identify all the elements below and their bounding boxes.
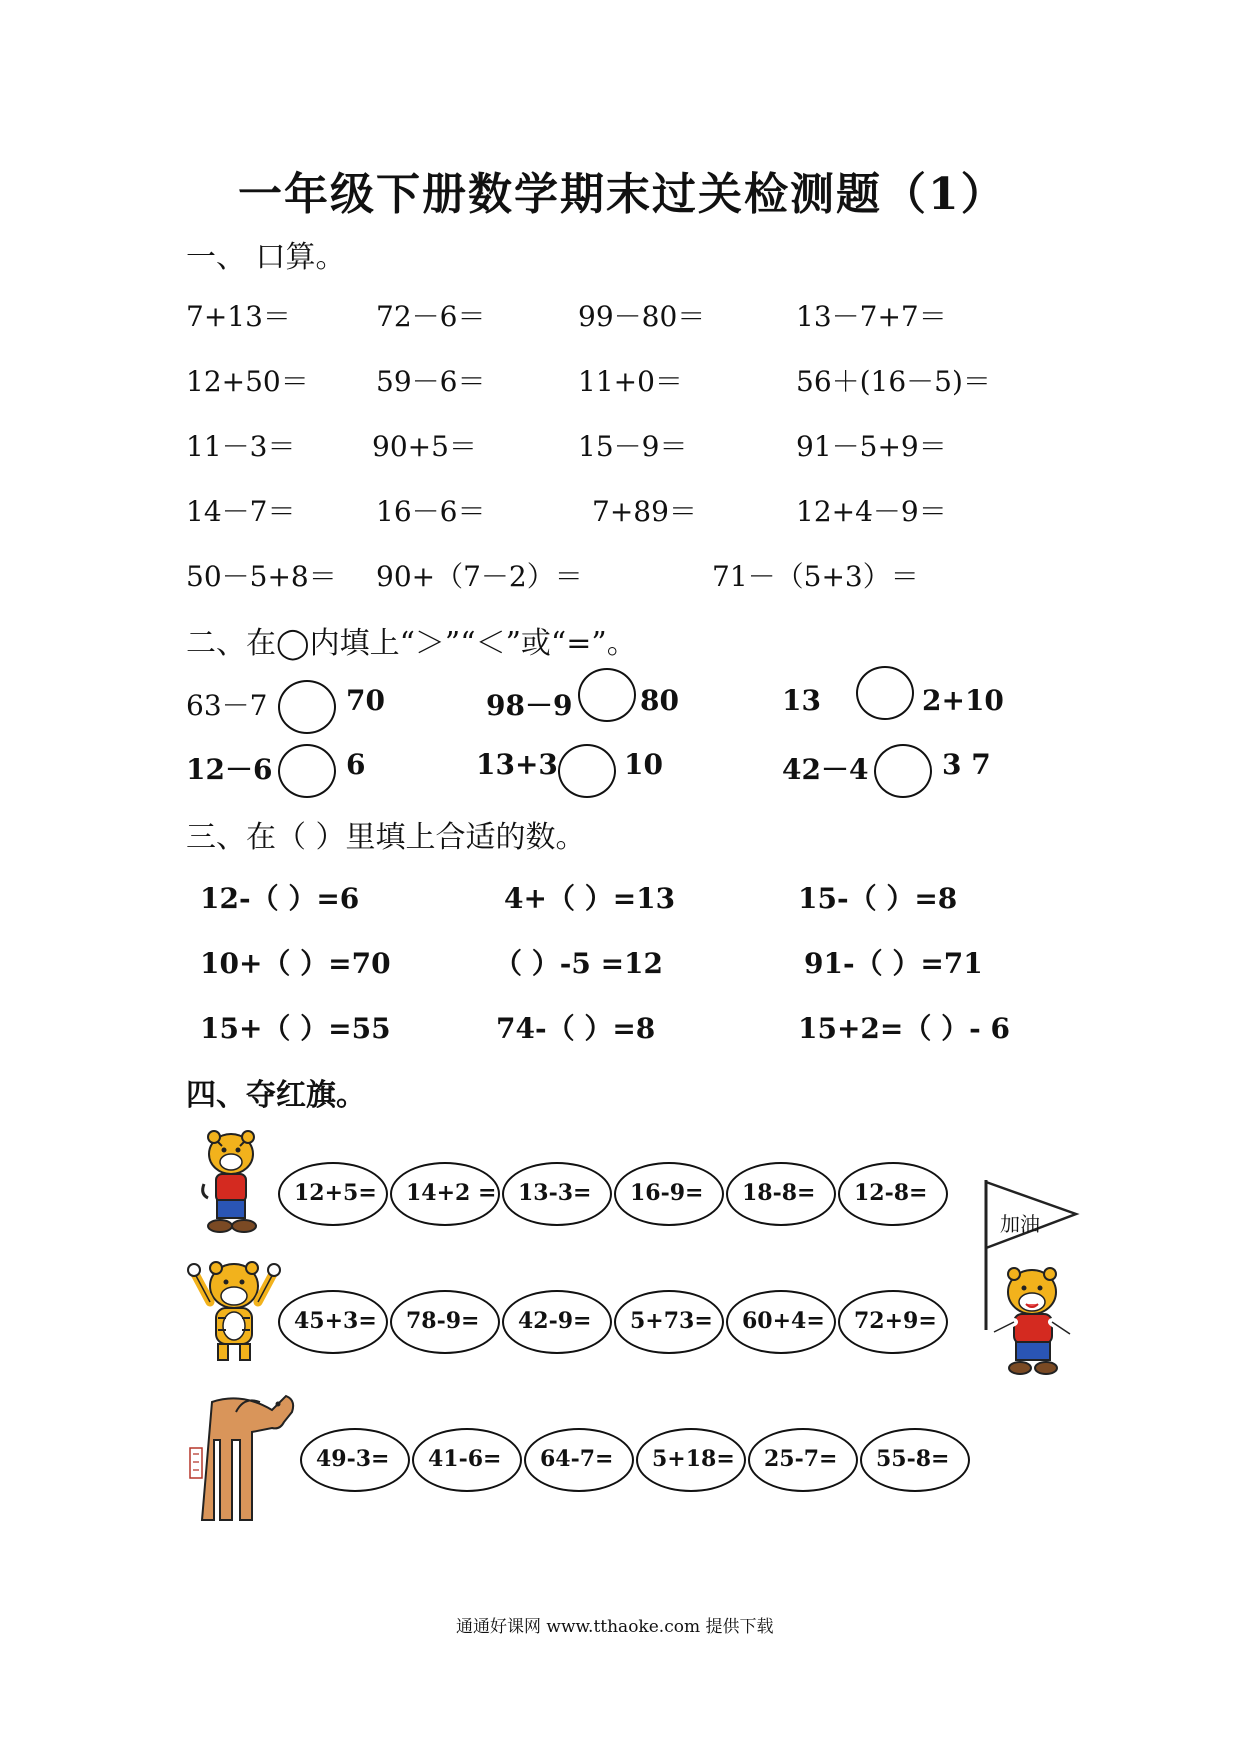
answer-oval[interactable] [614, 1162, 724, 1226]
oral-problem: 12+4－9＝ [796, 495, 947, 528]
answer-oval[interactable] [278, 1162, 388, 1226]
compare-left: 12－6 [186, 753, 273, 786]
answer-oval[interactable] [502, 1290, 612, 1354]
oval-problem: 16-9= [630, 1180, 704, 1206]
answer-oval[interactable] [614, 1290, 724, 1354]
oval-problem: 5+73= [630, 1308, 713, 1334]
compare-left: 13 [782, 684, 821, 717]
compare-left: 63－7 [186, 689, 268, 722]
compare-right: 70 [346, 684, 385, 717]
section-2-heading: 二、在◯内填上“＞”“＜”或“=”。 [186, 626, 637, 661]
answer-oval[interactable] [838, 1290, 948, 1354]
fill-blank-problem: （ ）-5 =12 [494, 947, 664, 980]
answer-oval[interactable] [748, 1428, 858, 1492]
oral-problem: 7+89＝ [592, 495, 697, 528]
compare-right: 2+10 [922, 684, 1004, 717]
oral-problem: 11－3＝ [186, 430, 296, 463]
compare-right: 6 [346, 748, 366, 781]
oval-problem: 18-8= [742, 1180, 816, 1206]
compare-right: 80 [640, 684, 679, 717]
oval-problem: 25-7= [764, 1446, 838, 1472]
fill-blank-problem: 15-（ ）=8 [798, 882, 958, 915]
oval-problem: 78-9= [406, 1308, 480, 1334]
fill-blank-problem: 10+（ ）=70 [200, 947, 391, 980]
oval-problem: 13-3= [518, 1180, 592, 1206]
answer-oval[interactable] [726, 1290, 836, 1354]
oral-problem: 90+5＝ [372, 430, 477, 463]
oval-problem: 72+9= [854, 1308, 937, 1334]
tiger-waving-icon [986, 1262, 1076, 1382]
oral-problem: 7+13＝ [186, 300, 291, 333]
tiger-cheering-icon [186, 1256, 282, 1364]
oral-problem: 91－5+9＝ [796, 430, 947, 463]
oral-problem: 15－9＝ [578, 430, 688, 463]
fill-blank-problem: 15+（ ）=55 [200, 1012, 391, 1045]
oval-problem: 64-7= [540, 1446, 614, 1472]
oval-problem: 42-9= [518, 1308, 592, 1334]
answer-oval[interactable] [524, 1428, 634, 1492]
compare-left: 98－9 [486, 689, 573, 722]
oral-problem: 50－5+8＝ [186, 560, 337, 593]
compare-left: 13+3 [476, 748, 558, 781]
compare-circle[interactable] [278, 680, 336, 734]
answer-oval[interactable] [412, 1428, 522, 1492]
answer-oval[interactable] [300, 1428, 410, 1492]
fill-blank-problem: 12-（ ）=6 [200, 882, 360, 915]
oval-problem: 12-8= [854, 1180, 928, 1206]
fill-blank-problem: 4+（ ）=13 [504, 882, 676, 915]
oral-problem: 99－80＝ [578, 300, 706, 333]
oral-problem: 11+0＝ [578, 365, 683, 398]
compare-circle[interactable] [278, 744, 336, 798]
flag-label: 加油 [1000, 1212, 1040, 1236]
oval-problem: 60+4= [742, 1308, 825, 1334]
answer-oval[interactable] [636, 1428, 746, 1492]
oral-problem: 13－7+7＝ [796, 300, 947, 333]
compare-circle[interactable] [558, 744, 616, 798]
oral-problem: 72－6＝ [376, 300, 486, 333]
oval-problem: 55-8= [876, 1446, 950, 1472]
answer-oval[interactable] [278, 1290, 388, 1354]
fill-blank-problem: 74-（ ）=8 [496, 1012, 656, 1045]
tiger-mascot-icon [196, 1128, 266, 1236]
answer-oval[interactable] [838, 1162, 948, 1226]
answer-oval[interactable] [726, 1162, 836, 1226]
oral-problem: 71－（5+3）＝ [712, 560, 919, 593]
oval-problem: 12+5= [294, 1180, 377, 1206]
oval-problem: 45+3= [294, 1308, 377, 1334]
compare-circle[interactable] [578, 668, 636, 722]
compare-circle[interactable] [874, 744, 932, 798]
answer-oval[interactable] [390, 1290, 500, 1354]
answer-oval[interactable] [502, 1162, 612, 1226]
compare-right: 10 [624, 748, 663, 781]
oral-problem: 16－6＝ [376, 495, 486, 528]
page-title: 一年级下册数学期末过关检测题（1） [238, 169, 1007, 220]
oval-problem: 49-3= [316, 1446, 390, 1472]
section-4-heading: 四、夺红旗。 [186, 1078, 366, 1113]
oral-problem: 90+（7－2）＝ [376, 560, 583, 593]
answer-oval[interactable] [390, 1162, 500, 1226]
compare-left: 42－4 [782, 753, 869, 786]
horse-mascot-icon [186, 1382, 306, 1522]
footer-source: 通通好课网 www.tthaoke.com 提供下载 [456, 1617, 774, 1637]
oral-problem: 12+50＝ [186, 365, 309, 398]
oral-problem: 56＋(16－5)＝ [796, 365, 991, 398]
oral-problem: 14－7＝ [186, 495, 296, 528]
compare-circle[interactable] [856, 666, 914, 720]
oval-problem: 14+2 = [406, 1180, 497, 1206]
oval-problem: 5+18= [652, 1446, 735, 1472]
oral-problem: 59－6＝ [376, 365, 486, 398]
fill-blank-problem: 91-（ ）=71 [804, 947, 983, 980]
answer-oval[interactable] [860, 1428, 970, 1492]
fill-blank-problem: 15+2=（ ）- 6 [798, 1012, 1010, 1045]
section-1-heading: 一、 口算。 [186, 240, 346, 275]
compare-right: 3 7 [942, 748, 991, 781]
oval-problem: 41-6= [428, 1446, 502, 1472]
section-3-heading: 三、在（ ）里填上合适的数。 [186, 820, 586, 855]
